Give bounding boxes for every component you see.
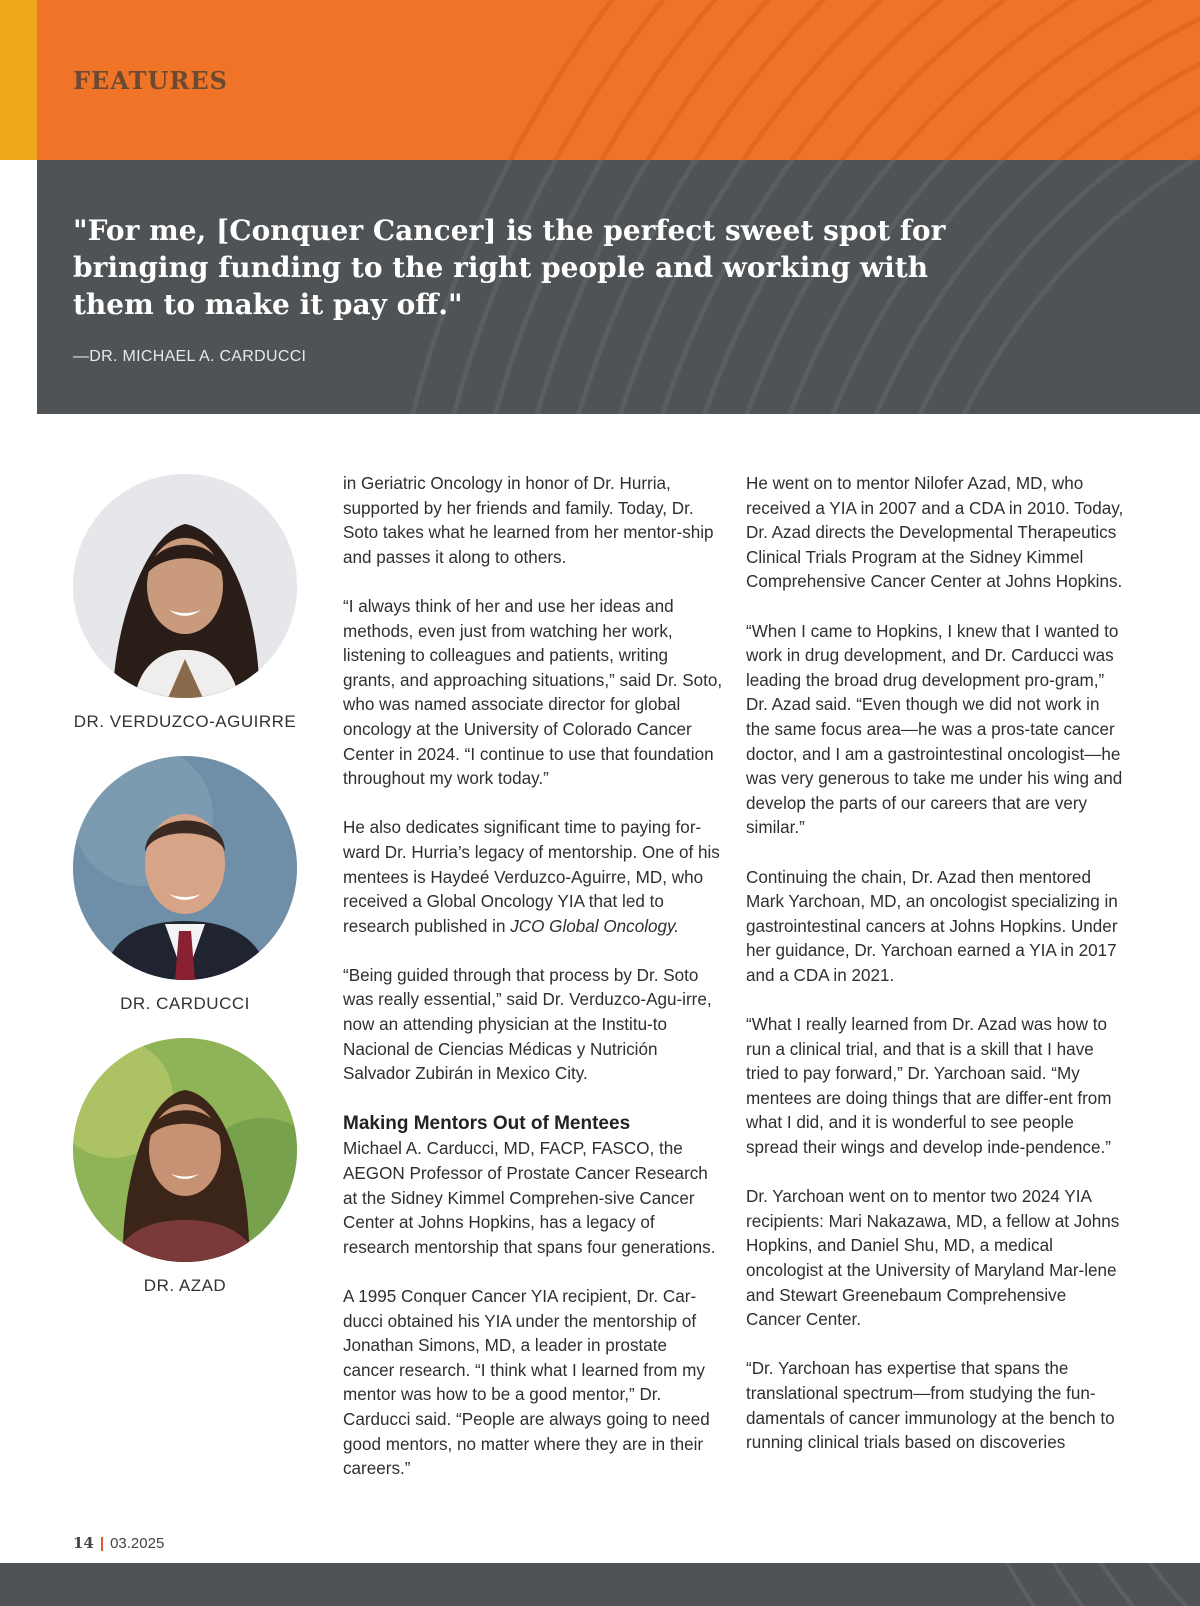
paragraph: Dr. Yarchoan went on to mentor two 2024 YIA recipients: Mari Nakazawa, MD, a fellow at Johns Hopkins, and Daniel Shu, MD, a medical oncologist at the University of Maryland Mar-lene and Stewart Greenebaum Comprehensive Cancer Center. <box>746 1187 1120 1330</box>
section-label: FEATURES <box>73 66 228 95</box>
footer-band <box>0 1563 1200 1606</box>
journal-title: JCO Global Oncology. <box>510 916 680 936</box>
paragraph: Michael A. Carducci, MD, FACP, FASCO, the AEGON Professor of Prostate Cancer Research at the Sidney Kimmel Comprehen-sive Cancer Center at Johns Hopkins, has a legacy of research mentorship that spans four generations. <box>343 1139 716 1257</box>
portrait-azad <box>73 1038 297 1262</box>
portrait-caption: DR. AZAD <box>143 1276 227 1295</box>
pull-quote-band <box>37 160 1200 414</box>
paragraph: He went on to mentor Nilofer Azad, MD, who received a YIA in 2007 and a CDA in 2010. Today, Dr. Azad directs the Developmental Therapeutics Clinical Trials Program at the Sidney Kimmel Comprehensive Cancer Center at Johns Hopkins. <box>746 474 1124 592</box>
portrait-verduzco-aguirre <box>73 474 297 698</box>
issue-date: 03.2025 <box>110 1535 165 1552</box>
portrait-carducci <box>73 756 297 980</box>
ripple-pattern-decoration <box>0 1563 1200 1606</box>
page-number: 14 <box>73 1534 94 1552</box>
yellow-accent-strip <box>0 0 37 160</box>
pull-quote: "For me, [Conquer Cancer] is the perfect sweet spot for bringing funding to the right people and working with them to make it pay off." <box>73 214 946 321</box>
article-column-left <box>343 472 723 1482</box>
paragraph: “Being guided through that process by Dr. Soto was really essential,” said Dr. Verduzco-Agu-irre, now an attending physician at the Institu-to Nacional de Ciencias Médicas y Nutrición Salvador Zubirán in Mexico City. <box>343 965 712 1084</box>
paragraph: “I always think of her and use her ideas and methods, even just from watching her work, listening to colleagues and patients, writing grants, and approaching situations,” said Dr. Soto, who was named associate director for global oncology at the University of Colorado Cancer Center in 2024. “I continue to use that foundation throughout my work today.” <box>343 596 723 789</box>
page-folio <box>73 1534 164 1552</box>
article-column-right <box>746 472 1126 1456</box>
portrait-caption: DR. CARDUCCI <box>120 994 250 1013</box>
folio-separator: | <box>99 1535 105 1552</box>
paragraph: “When I came to Hopkins, I knew that I wanted to work in drug development, and Dr. Carducci was leading the broad drug development pro-gram,” Dr. Azad said. “Even though we did not work in the same focus area—he was a pros-tate cancer doctor, and I am a gastrointestinal oncologist—he was very generous to take me under his wing and develop the parts of our careers that are very similar.” <box>746 621 1123 838</box>
paragraph: “What I really learned from Dr. Azad was how to run a clinical trial, and that is a skill that I have tried to pay forward,” Dr. Yarchoan said. “My mentees are doing things that are differ-ent from what I did, and it is wonderful to see people spread their wings and develop inde-pendence.” <box>746 1015 1112 1158</box>
subheading: Making Mentors Out of Mentees <box>343 1113 631 1135</box>
paragraph <box>343 816 723 939</box>
portrait-caption: DR. VERDUZCO-AGUIRRE <box>73 712 297 731</box>
paragraph-text: He also dedicates significant time to paying for-ward Dr. Hurria’s legacy of mentorship. One of his mentees is Haydeé Verduzco-Aguirre, MD, who received a Global Oncology YIA that led to research published in <box>343 818 720 936</box>
header-band <box>37 0 1200 160</box>
paragraph: “Dr. Yarchoan has expertise that spans the translational spectrum—from studying the fun-damentals of cancer immunology at the bench to running clinical trials based on discoveries <box>746 1359 1115 1453</box>
pull-quote-attribution: —DR. MICHAEL A. CARDUCCI <box>73 348 307 365</box>
paragraph: Continuing the chain, Dr. Azad then mentored Mark Yarchoan, MD, an oncologist specializing in gastrointestinal cancers at Johns Hopkins. Under her guidance, Dr. Yarchoan earned a YIA in 2017 and a CDA in 2021. <box>746 867 1118 985</box>
paragraph: in Geriatric Oncology in honor of Dr. Hurria, supported by her friends and family. Today, Dr. Soto takes what he learned from her mentor-ship and passes it along to others. <box>343 474 714 567</box>
paragraph: A 1995 Conquer Cancer YIA recipient, Dr. Car-ducci obtained his YIA under the mentorship of Jonathan Simons, MD, a leader in prostate cancer research. “I think what I learned from my mentor was how to be a good mentor,” Dr. Carducci said. “People are always going to need good mentors, no matter where they are in their careers.” <box>343 1287 710 1479</box>
